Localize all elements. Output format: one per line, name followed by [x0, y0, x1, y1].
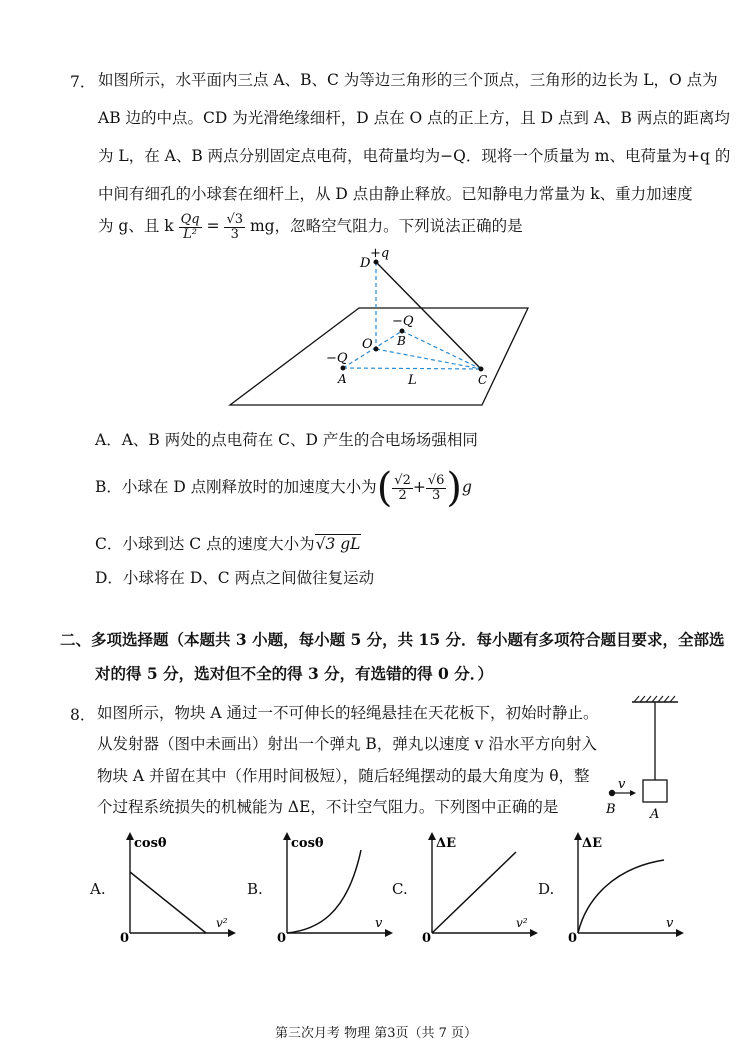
equals-sign: = — [206, 217, 225, 235]
text-line: 从发射器（图中未画出）射出一个弹丸 B，弹丸以速度 v 沿水平方向射入 — [97, 735, 597, 753]
fraction-denominator: 2 — [398, 487, 407, 503]
graph-b — [277, 830, 397, 945]
label-d: D — [360, 256, 371, 271]
text-line: 为 L，在 A、B 两点分别固定点电荷，电荷量均为−Q．现将一个质量为 m、电荷量为+q 的 — [98, 147, 731, 165]
q7-figure — [220, 245, 540, 415]
x-label: v — [375, 916, 383, 931]
option-c — [95, 532, 361, 554]
graph-d — [568, 830, 688, 945]
label-o: O — [362, 337, 373, 352]
fraction-numerator: √3 — [226, 211, 244, 227]
y-label: ΔE — [582, 836, 602, 851]
label-b: B — [397, 334, 406, 348]
y-arrowhead — [574, 832, 582, 840]
label-minus-q-a: −Q — [326, 351, 348, 366]
y-arrowhead — [283, 832, 291, 840]
label-c: C — [478, 373, 488, 387]
graph-curve — [130, 872, 206, 933]
point-a — [341, 366, 346, 371]
label-a: A — [650, 807, 660, 822]
origin-label: 0 — [568, 931, 578, 945]
pellet-b — [609, 790, 615, 796]
option-label: C. — [392, 880, 408, 898]
x-label: v² — [516, 916, 528, 930]
origin-label: 0 — [120, 931, 130, 945]
point-c — [479, 367, 484, 372]
y-label: cosθ — [291, 836, 324, 851]
x-arrowhead — [676, 929, 684, 937]
sqrt-expression: √3 gL — [315, 535, 361, 553]
text-line: 如图所示，水平面内三点 A、B、C 为等边三角形的三个顶点，三角形的边长为 L，O 点为 — [98, 71, 718, 89]
page-footer: 第三次月考 物理 第3页（共 7 页） — [274, 1026, 478, 1041]
x-arrowhead — [228, 929, 236, 937]
label-v: v — [618, 777, 626, 792]
option-d: D．小球将在 D、C 两点之间做往复运动 — [95, 569, 375, 587]
plus-sign: + — [412, 478, 426, 496]
paren-left: ( — [376, 465, 393, 511]
option-b — [95, 465, 472, 509]
point-b — [400, 329, 405, 334]
y-arrowhead — [428, 832, 436, 840]
graph-option-b — [247, 830, 397, 945]
dashed-ac — [343, 368, 481, 369]
dashed-bc — [402, 331, 481, 369]
question-number: 7． — [70, 73, 96, 91]
horizontal-plane — [230, 308, 528, 405]
question-number: 8． — [70, 706, 96, 724]
fraction-sqrt2-2 — [392, 474, 413, 503]
option-label: B. — [247, 880, 263, 898]
graph-curve — [287, 850, 361, 933]
option-label: A. — [90, 880, 106, 898]
formula-suffix: mg，忽略空气阻力。下列说法正确的是 — [249, 217, 523, 235]
fraction-denominator: L² — [183, 226, 198, 242]
option-b-text: B．小球在 D 点刚释放时的加速度大小为 — [95, 478, 377, 496]
fraction-denominator: 3 — [432, 487, 441, 503]
label-minus-q-b: −Q — [392, 314, 414, 329]
text-line: 如图所示，物块 A 通过一不可伸长的轻绳悬挂在天花板下，初始时静止。 — [97, 704, 599, 722]
origin-label: 0 — [422, 931, 432, 945]
text-line: 中间有细孔的小球套在细杆上，从 D 点由静止释放。已知静电力常量为 k、重力加速度 — [98, 185, 693, 203]
paren-right: ) — [446, 465, 463, 511]
x-arrowhead — [530, 929, 538, 937]
fraction-sqrt6-3 — [426, 474, 447, 503]
fraction-numerator: √6 — [427, 472, 445, 488]
text-line: 个过程系统损失的机械能为 ΔE，不计空气阻力。下列图中正确的是 — [97, 798, 559, 816]
graph-c — [422, 830, 542, 945]
question-7 — [70, 68, 731, 242]
label-b: B — [606, 802, 616, 817]
text-line: AB 边的中点。CD 为光滑绝缘细杆，D 点在 O 点的正上方，且 D 点到 A、B 两点的距离均 — [98, 109, 730, 127]
point-o — [374, 347, 379, 352]
graph-curve — [578, 860, 664, 933]
option-c-text: C．小球到达 C 点的速度大小为 — [95, 535, 315, 553]
x-label: v² — [216, 916, 228, 930]
text-line: 物块 A 并留在其中（作用时间极短），随后轻绳摆动的最大角度为 θ，整 — [97, 767, 590, 785]
label-l: L — [408, 373, 417, 388]
graph-option-d — [538, 830, 688, 945]
option-a: A．A、B 两处的点电荷在 C、D 产生的合电场场强相同 — [95, 431, 478, 449]
graph-option-a — [90, 830, 240, 945]
fraction-sqrt3-3 — [224, 213, 245, 242]
label-a: A — [338, 372, 347, 386]
fraction-numerator: Qq — [180, 211, 200, 227]
graph-a — [120, 830, 240, 945]
ceiling-hatch — [634, 696, 675, 702]
section-2-line-2: 对的得 5 分，选对但不全的得 3 分，有选错的得 0 分．） — [95, 664, 493, 683]
option-label: D. — [538, 880, 555, 898]
fraction-qq-l2 — [179, 213, 202, 242]
q8-pendulum-figure — [600, 690, 690, 825]
y-label: ΔE — [436, 836, 456, 851]
block-a — [643, 780, 667, 802]
question-8 — [70, 703, 599, 818]
fraction-denominator: 3 — [230, 226, 239, 242]
formula-prefix: 为 g、且 k — [98, 217, 174, 235]
y-arrowhead — [126, 832, 134, 840]
graph-option-c — [392, 830, 542, 945]
section-2-line-1: 二、多项选择题（本题共 3 小题，每小题 5 分，共 15 分．每小题有多项符合题目要求，全部选 — [60, 630, 725, 649]
label-plus-q: +q — [370, 246, 390, 261]
text-line-formula — [98, 206, 523, 246]
option-b-g: g — [462, 478, 472, 496]
x-label: v — [666, 916, 674, 931]
y-label: cosθ — [134, 836, 167, 851]
fraction-numerator: √2 — [394, 472, 411, 488]
graph-curve — [432, 852, 516, 933]
origin-label: 0 — [277, 931, 287, 945]
velocity-arrowhead — [630, 790, 636, 796]
